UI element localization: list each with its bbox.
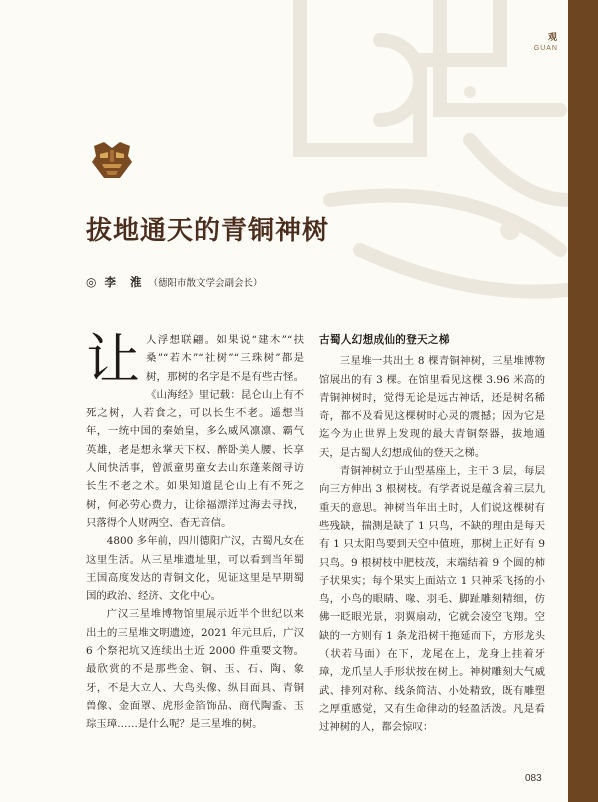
- section-label-en: GUAN: [533, 45, 558, 52]
- byline-marker: ◎: [86, 275, 97, 289]
- byline: [86, 274, 263, 290]
- paragraph: 4800 多年前，四川德阳广汉，古蜀凡女在这里生活。从三星堆遗址里，可以看到当年蜀王国高度发达的青铜文化，见证这里是早期蜀国的政治、经济、文化中心。: [86, 535, 304, 603]
- right-column: [319, 331, 545, 737]
- paragraph: 青铜神树立于山型基座上，主干 3 层，每层向三方伸出 3 根树枝。有学者说是蕴含着三层九重天的意思。神树当年出土时，人们说这棵树有些残缺，揣测是缺了 1 只鸟，不缺的理由是每天有 1 只太阳鸟要到天空中值班，那树上正好有 9 只鸟。9 根树枝中肥枝茂，末端结着 9 个圆的柿子状果实；每个果实上面站立 1 只神采飞扬的小鸟，小鸟的眼睛、喙、羽毛、脚趾雕刻精细，仿佛一眨眼光景，羽翼扇动，它就会凌空飞翔。空缺的一方则有 1 条龙沿树干拖延而下，方形龙头（状若马面）在下，龙尾在上，龙身上挂着牙璋，龙爪呈人手形状按在树上。神树雕刻大气威武、排列对称、线条简洁、小处精致，既有雕塑之厚重感觉，又有生命律动的轻盈活泼。凡是看过神树的人，都会惊叹：: [319, 465, 545, 734]
- section-label: 观: [547, 33, 558, 43]
- bronze-mask-icon: [90, 140, 134, 180]
- page-number: 083: [525, 773, 542, 784]
- article-title: 拔地通天的青铜神树: [86, 216, 330, 246]
- paragraph: [86, 328, 304, 532]
- section-header: [534, 30, 558, 52]
- left-column: [86, 328, 304, 734]
- author-name: 李 淮: [104, 275, 147, 289]
- page-edge-band: [568, 0, 598, 802]
- drop-cap: 让: [86, 328, 140, 391]
- author-affiliation: （德阳市散文学会副会长）: [148, 278, 263, 289]
- section-subheading: 古蜀人幻想成仙的登天之梯: [319, 334, 450, 346]
- paragraph-text: 人浮想联翩。如果说“建木”“扶桑”“若木”“社树”“三珠树”都是树，那树的名字是不是有些古怪。《山海经》里记载：昆仑山上有不死之树，人若食之，可以长生不老。遥想当年，一统中国的秦始皇，多么威风凛凛、霸气英雄，老是想永掌天下权、醉卧美人腰、长享人间快活事，曾派童男童女去山东蓬莱阁寻访长生不老之术。如果知道昆仑山上有不死之树，何必劳心费力，让徐福漂洋过海去寻找，只落得个人财两空、杳无音信。: [86, 334, 304, 529]
- paragraph: 三星堆一共出土 8 棵青铜神树，三星堆博物馆展出的有 3 棵。在馆里看见这棵 3.96 米高的青铜神树时，觉得无论是远古神话，还是树名稀奇，都不及看见这棵树时心灵的震撼；因为它是迄今为止世界上发现的最大青铜祭器，拔地通天，是古蜀人幻想成仙的登天之梯。: [319, 355, 545, 459]
- paragraph: 广汉三星堆博物馆里展示近半个世纪以来出土的三星堆文明遗迹，2021 年元旦后，广汉 6 个祭祀坑又连续出土近 2000 件重要文物。最欣赏的不是那些金、铜、玉、石、陶、象牙，不是大立人、大鸟头像、纵目面具、青铜兽像、金面罩、虎形金箔饰品、商代陶盉、玉琮玉璋……是什么呢？是三星堆的树。: [86, 608, 304, 731]
